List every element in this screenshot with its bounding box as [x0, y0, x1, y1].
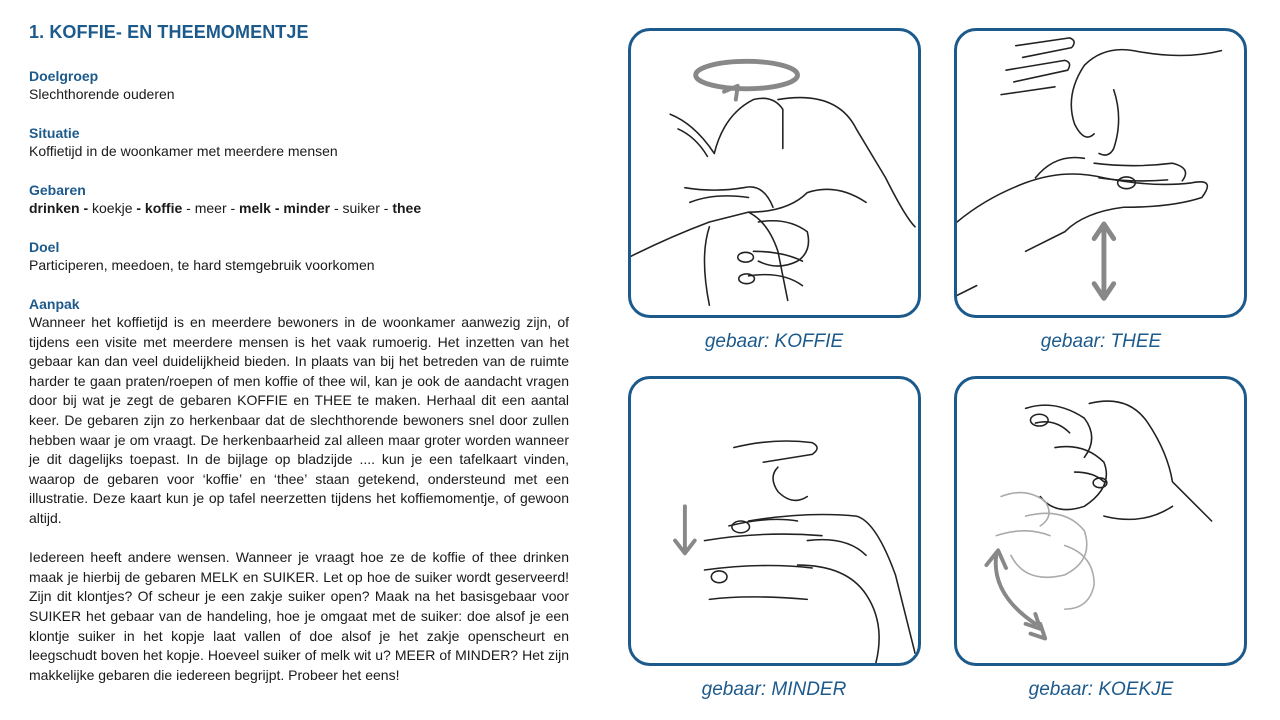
thee-hands-illustration	[957, 31, 1244, 315]
doelgroep-text: Slechthorende ouderen	[29, 86, 175, 102]
aanpak-heading: Aanpak	[29, 296, 80, 312]
doelgroep-heading: Doelgroep	[29, 68, 99, 84]
aanpak-paragraph-2: Iedereen heeft andere wensen. Wanneer je vraagt hoe ze de koffie of thee drinken maak je hierbij de gebaren MELK en SUIKER. Let op hoe de suiker wordt geserveerd! Zijn dit klontjes? Of scheur je een zakje suiker open? Maak na het basisgebaar voor SUIKER het gebaar van de handeling, hoe je omgaat met de suiker: doe alsof je een klontje suiker in het kopje laat vallen of doe alsof je het zakje openscheurt en leegschudt boven het kopje. Hoeveel suiker of melk wit u? MEER of MINDER? Het zijn makkelijke gebaren die iedereen begrijpt. Probeer het eens!	[29, 549, 569, 683]
gebaren-part: - meer -	[182, 200, 240, 216]
gebaren-part: - suiker -	[330, 200, 393, 216]
illustration-grid	[620, 0, 1280, 720]
minder-hands-illustration	[631, 379, 918, 663]
situatie-text: Koffietijd in de woonkamer met meerdere mensen	[29, 143, 338, 159]
aanpak-paragraph-1: Wanneer het koffietijd is en meerdere bewoners in de woonkamer aanwezig zijn, of tijdens een visite met meerdere mensen is het vaak rumoerig. Het inzetten van het gebaar kan dan veel duidelijkheid bieden. In plaats van bij het betreden van de ruimte harder te gaan praten/roepen of men koffie of thee wil, kan je ook de aandacht vragen door bij wat je zegt de gebaren KOFFIE en THEE te maken. Herhaal dit een aantal keer. De gebaren zijn zo herkenbaar dat de slechthorende bewoners snel door zullen hebben waar je om vraagt. De herkenbaarheid zal alleen maar groter worden wanneer je dit dagelijks toepast. In de bijlage op bladzijde .... kun je een tafelkaart vinden, waarop de gebaren voor ‘koffie’ en ‘thee’ staan getekend, ondersteund met een illustratie. Deze kaart kun je op tafel neerzetten tijdens het koffiemomentje, of gewoon altijd.	[29, 314, 569, 526]
page-title: 1. KOFFIE- EN THEEMOMENTJE	[29, 22, 309, 42]
situatie-heading: Situatie	[29, 125, 80, 141]
caption-thee: gebaar: THEE	[1040, 331, 1162, 352]
gebaren-list	[29, 199, 569, 218]
doel-heading: Doel	[29, 239, 60, 255]
gebaren-part: thee	[392, 200, 422, 216]
gebaren-part: - koffie	[136, 200, 183, 216]
gebaren-part: melk - minder	[239, 200, 331, 216]
caption-koffie: gebaar: KOFFIE	[704, 331, 844, 352]
panel-koffie	[628, 28, 921, 318]
panel-koekje	[954, 376, 1247, 666]
panel-thee	[954, 28, 1247, 318]
koekje-hands-illustration	[957, 379, 1244, 663]
panel-minder	[628, 376, 921, 666]
caption-koekje: gebaar: KOEKJE	[1028, 679, 1174, 700]
doel-text: Participeren, meedoen, te hard stemgebruik voorkomen	[29, 257, 375, 273]
gebaren-part: koekje	[88, 200, 137, 216]
koffie-hands-illustration	[631, 31, 918, 315]
gebaren-heading: Gebaren	[29, 182, 86, 198]
gebaren-part: drinken -	[29, 200, 89, 216]
caption-minder: gebaar: MINDER	[701, 679, 847, 700]
text-column	[29, 22, 569, 685]
